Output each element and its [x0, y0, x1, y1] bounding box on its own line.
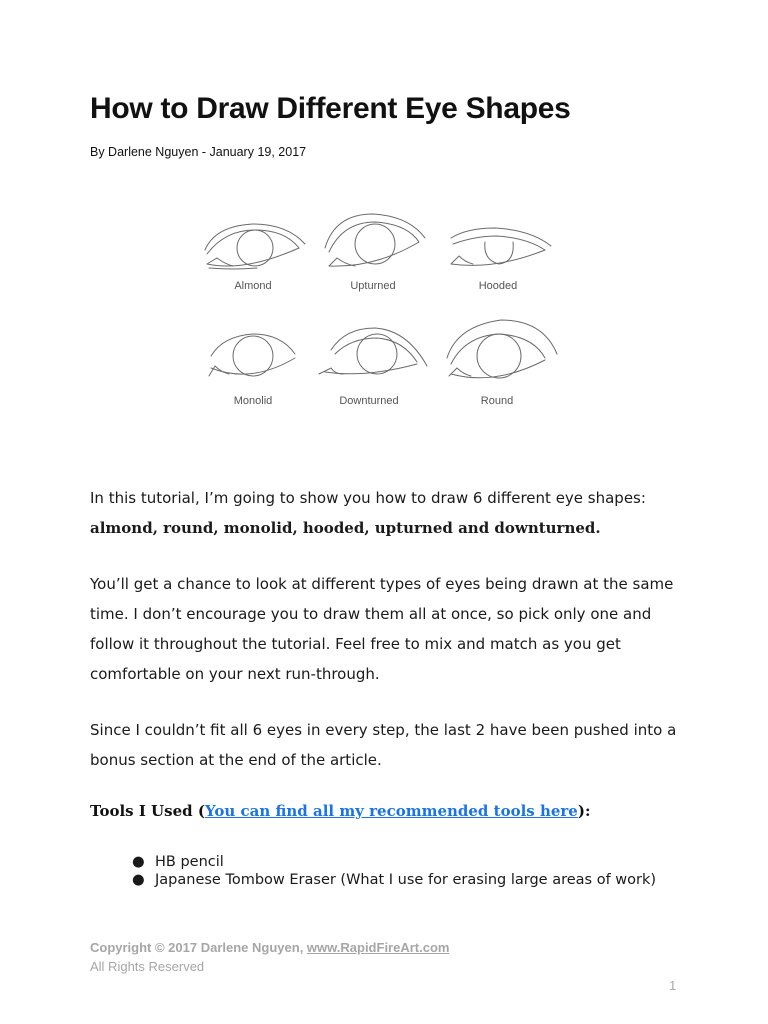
site-link[interactable]: www.RapidFireArt.com: [306, 940, 450, 955]
list-item: [132, 872, 656, 890]
list-item-text: HB pencil: [155, 854, 224, 870]
byline: By Darlene Nguyen - January 19, 2017: [90, 145, 307, 159]
tools-heading-suffix: ):: [577, 802, 591, 820]
monolid-eye-drawing: [209, 334, 295, 376]
upturned-eye-drawing: [325, 214, 425, 266]
almond-eye-drawing: [205, 224, 305, 269]
downturned-eye-drawing: [319, 328, 427, 374]
eye-caption-almond: Almond: [234, 280, 272, 292]
list-item-text: Japanese Tombow Eraser (What I use for erasing large areas of work): [155, 871, 657, 888]
eye-caption-monolid: Monolid: [233, 395, 273, 407]
tools-heading-prefix: Tools I Used (: [90, 802, 205, 820]
tools-heading: [90, 802, 590, 820]
bullet-icon: ●: [132, 854, 145, 870]
intro-bold-text: almond, round, monolid, hooded, upturned and downturned.: [90, 519, 601, 537]
bullet-icon: ●: [132, 871, 145, 888]
hooded-eye-drawing: [451, 228, 551, 265]
paragraph-three: Since I couldn’t fit all 6 eyes in every step, the last 2 have been pushed into a bonus section at the end of the article.: [90, 721, 677, 769]
page-footer: [90, 938, 449, 976]
copyright-line: [90, 938, 449, 957]
rights-text: All Rights Reserved: [90, 959, 205, 974]
round-eye-drawing: [447, 320, 557, 378]
intro-text: In this tutorial, I’m going to show you how to draw 6 different eye shapes:: [90, 489, 646, 507]
paragraph-two: You’ll get a chance to look at different types of eyes being drawn at the same time. I don’t encourage you to draw them all at once, so pick only one and follow it throughout the tutorial. Feel free to mix and match as you get comfortable on your next run-through.: [90, 575, 674, 683]
tools-list: [132, 854, 656, 889]
eye-caption-upturned: Upturned: [350, 280, 396, 292]
list-item: [132, 854, 656, 872]
eye-caption-round: Round: [480, 395, 514, 407]
eye-caption-hooded: Hooded: [478, 280, 518, 292]
eye-caption-downturned: Downturned: [339, 395, 399, 407]
page-title: How to Draw Different Eye Shapes: [90, 92, 571, 125]
copyright-text: Copyright © 2017 Darlene Nguyen,: [90, 940, 307, 955]
intro-paragraph: [90, 483, 690, 543]
eye-shapes-figure: [195, 208, 575, 418]
recommended-tools-link[interactable]: You can find all my recommended tools here: [204, 802, 578, 820]
page-number: 1: [669, 978, 677, 993]
